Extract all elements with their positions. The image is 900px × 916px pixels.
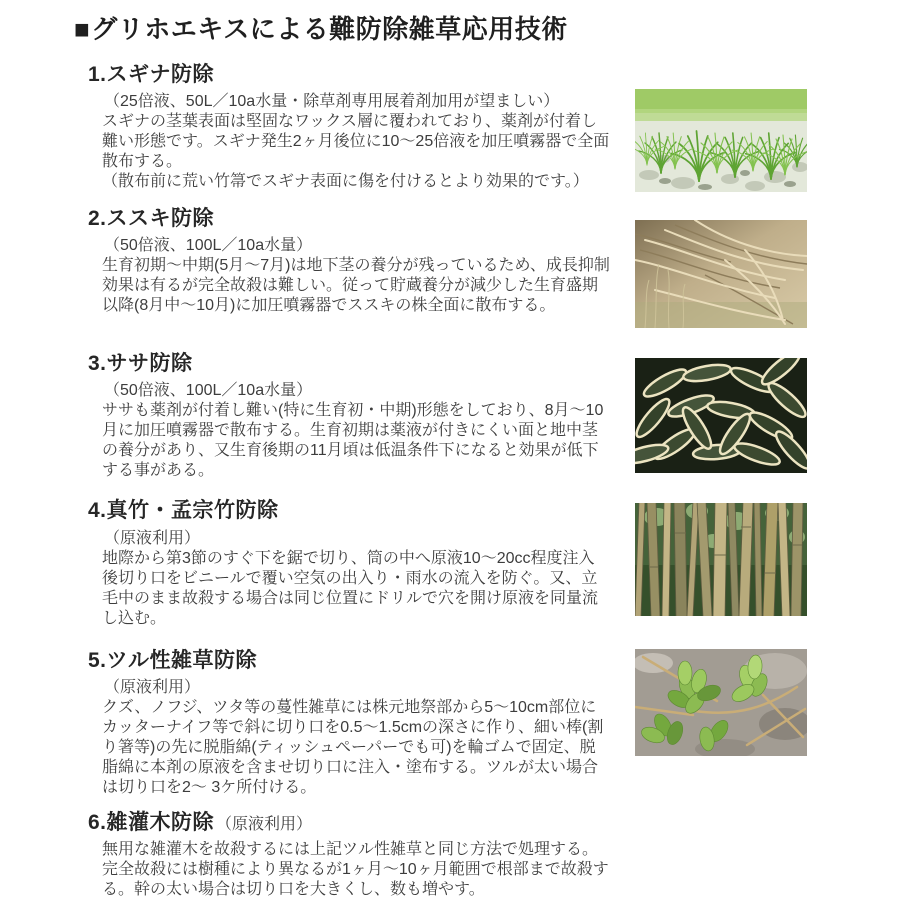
section-sasa (88, 352, 900, 481)
bamboo-grass-leaves-photo (635, 358, 807, 473)
section-heading: 5.ツル性雑草防除 (88, 648, 258, 672)
section-heading: 1.スギナ防除 (88, 63, 215, 87)
section-body: クズ、ノフジ、ツタ等の蔓性雑草には株元地祭部から5〜10cm部位にカッターナイフ等で斜に切り口を0.5〜1.5cmの深さに作り、細い棒(割り箸等)の先に脱脂綿(ティッシュペーパーでも可)を輪ゴムで固定、脱脂綿に本剤の原液を含ませ切り口に注入・塗布する。ツルが太い場合は切り口を2〜 3ケ所付ける。 (102, 698, 604, 796)
section-body: 地際から第3節のすぐ下を鋸で切り、筒の中へ原液10〜20cc程度注入後切り口をビニールで覆い空気の出入り・雨水の流入を防ぐ。又、立毛中のまま故殺する場合は同じ位置にドリルで穴を開け原液を同量流し込む。 (102, 549, 599, 627)
dosage-note: （原液利用） (104, 529, 201, 547)
sections-container (88, 63, 900, 900)
dosage-note: （50倍液、100L／10a水量） (104, 382, 313, 400)
page-title (0, 0, 900, 45)
section-sugina (88, 63, 900, 192)
section-bamboo (88, 499, 900, 628)
vine-weed-photo (635, 649, 807, 756)
section-heading-text: 6.雑灌木防除 (88, 810, 215, 834)
dosage-note: （50倍液、100L／10a水量） (104, 237, 313, 255)
effectiveness-tip: （散布前に荒い竹箒でスギナ表面に傷を付けるとより効果的です。） (102, 173, 589, 191)
dosage-note: （原液利用） (216, 815, 313, 833)
section-body: ササも薬剤が付着し難い(特に生育初・中期)形態をしており、8月〜10月に加圧噴霧器で散布する。生育初期は薬液が付きにくい面と地中茎の養分があり、又生育後期の11月頃は低温条件下になると効果が低下する事がある。 (102, 402, 604, 480)
dosage-note: （25倍液、50L／10a水量・除草剤専用展着剤加用が望ましい） (104, 93, 560, 111)
section-text (88, 811, 610, 900)
section-heading: 4.真竹・孟宗竹防除 (88, 499, 279, 523)
section-body: スギナの茎葉表面は堅固なワックス層に覆われており、薬剤が付着し難い形態です。スギナ発生2ヶ月後位に10〜25倍液を加圧噴霧器で全面散布する。 (102, 113, 610, 171)
section-body: 無用な雑灌木を故殺するには上記ツル性雑草と同じ方法で処理する。完全故殺には樹種により異なるが1ヶ月〜10ヶ月範囲で根部まで故殺する。幹の太い場合は切り口を大きくし、数も増やす。 (102, 840, 609, 898)
section-text (88, 207, 610, 316)
bamboo-grove-photo (635, 503, 807, 616)
dosage-note: （原液利用） (104, 678, 201, 696)
section-shrub (88, 811, 900, 900)
section-text (88, 499, 610, 628)
section-vine (88, 649, 900, 798)
section-text (88, 649, 610, 798)
section-body: 生育初期〜中期(5月〜7月)は地下茎の養分が残っているため、成長抑制効果は有るが完全故殺は難しい。従って貯蔵養分が減少した生育盛期以降(8月中〜10月)に加圧噴霧器でススキの株全面に散布する。 (102, 257, 610, 315)
section-text (88, 352, 610, 481)
section-text (88, 63, 610, 192)
section-heading (88, 811, 610, 835)
section-heading: 2.ススキ防除 (88, 207, 215, 231)
page-title-text: グリホエキスによる難防除雑草応用技術 (91, 14, 568, 44)
section-susuki (88, 207, 900, 328)
black-square-bullet-icon: ■ (74, 14, 91, 44)
section-heading: 3.ササ防除 (88, 352, 193, 376)
pampas-grass-photo (635, 220, 807, 328)
horsetail-field-photo (635, 89, 807, 192)
